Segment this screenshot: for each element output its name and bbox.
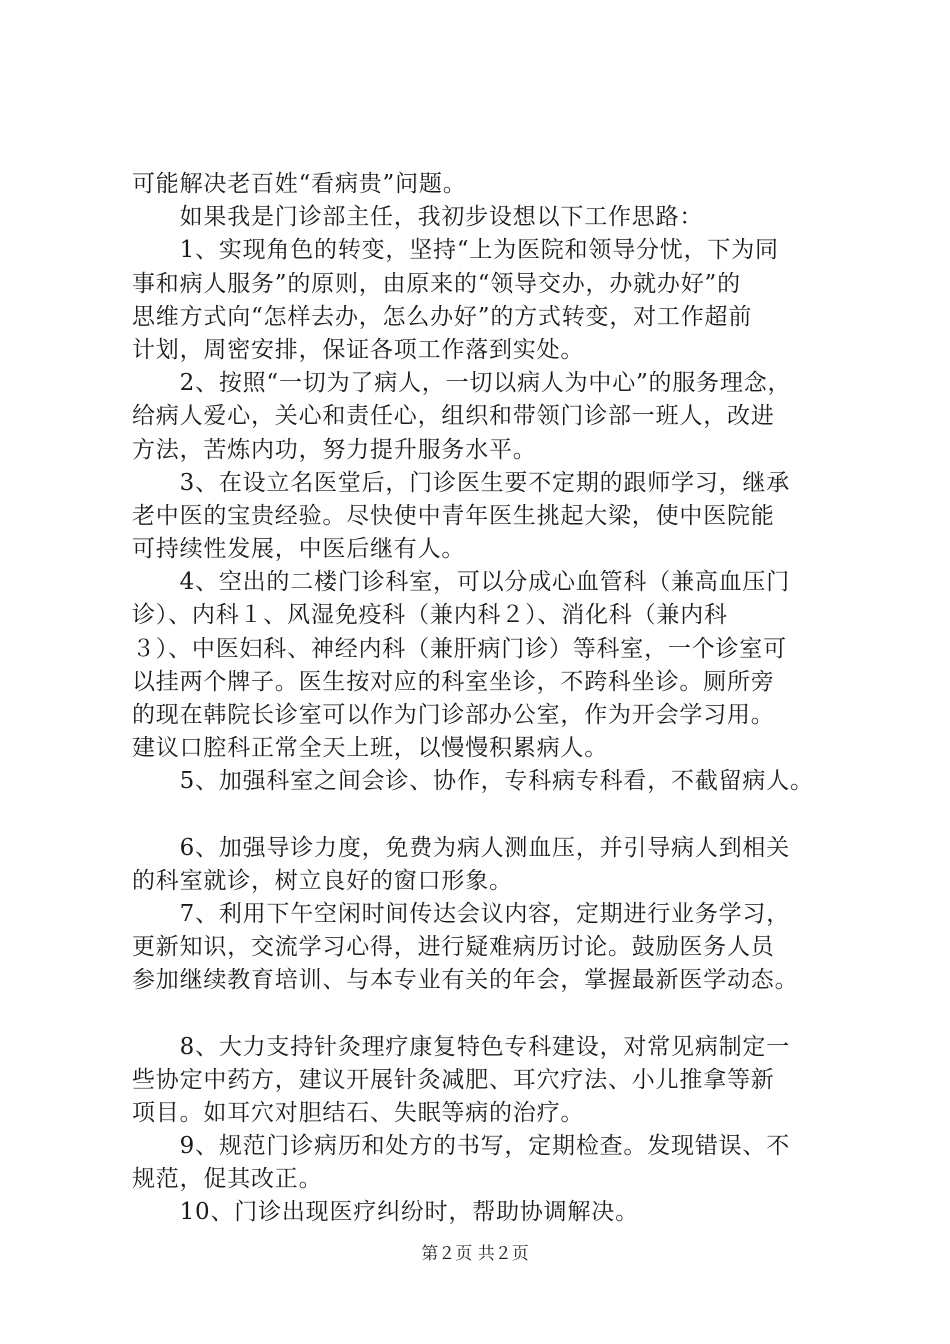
text-line: 8、大力支持针灸理疗康复特色专科建设，对常见病制定一 [132, 1033, 791, 1060]
text-line: 项目。如耳穴对胆结石、失眠等病的治疗。 [132, 1099, 585, 1126]
text-line: 7、利用下午空闲时间传达会议内容，定期进行业务学习， [132, 900, 791, 927]
text-line: 诊）、内科１、风湿免疫科（兼内科２）、消化科（兼内科 [132, 602, 728, 629]
text-line: 5、加强科室之间会诊、协作，专科病专科看，不截留病人。 [132, 768, 814, 795]
text-line: 建议口腔科正常全天上班，以慢慢积累病人。 [132, 735, 608, 762]
blank-line [132, 799, 850, 832]
text-line: 3、在设立名医堂后，门诊医生要不定期的跟师学习，继承 [132, 469, 791, 496]
text-line: 事和病人服务”的原则，由原来的“领导交办，办就办好”的 [132, 270, 741, 297]
text-line: 些协定中药方，建议开展针灸减肥、耳穴疗法、小儿推拿等新 [132, 1066, 775, 1093]
paragraph [132, 201, 850, 234]
paragraph [132, 234, 850, 367]
paragraph [132, 566, 850, 765]
paragraph [132, 832, 850, 898]
text-line: 4、空出的二楼门诊科室，可以分成心血管科（兼高血压门 [132, 569, 791, 596]
text-line: 以挂两个牌子。医生按对应的科室坐诊，不跨科坐诊。厕所旁 [132, 668, 775, 695]
paragraph [132, 1196, 850, 1229]
paragraph [132, 898, 850, 998]
paragraph [132, 168, 850, 201]
text-line: 思维方式向“怎样去办，怎么办好”的方式转变，对工作超前 [132, 303, 753, 330]
text-line: 规范，促其改正。 [132, 1166, 323, 1193]
paragraph [132, 467, 850, 567]
text-line: 可持续性发展，中医后继有人。 [132, 536, 466, 563]
text-line: 的科室就诊，树立良好的窗口形象。 [132, 867, 513, 894]
text-line: 6、加强导诊力度，免费为病人测血压，并引导病人到相关 [132, 834, 791, 861]
page-number-footer: 第２页 共２页 [421, 1244, 529, 1264]
text-line: 9、规范门诊病历和处方的书写，定期检查。发现错误、不 [132, 1133, 791, 1160]
paragraph [132, 765, 850, 798]
text-line: 参加继续教育培训、与本专业有关的年会，掌握最新医学动态。 [132, 967, 799, 994]
text-line: 如果我是门诊部主任，我初步设想以下工作思路： [132, 204, 704, 231]
text-line: 更新知识，交流学习心得，进行疑难病历讨论。鼓励医务人员 [132, 934, 775, 961]
text-line: 计划，周密安排，保证各项工作落到实处。 [132, 336, 585, 363]
paragraph [132, 1031, 850, 1131]
paragraph [132, 367, 850, 467]
text-line: 老中医的宝贵经验。尽快使中青年医生挑起大梁，使中医院能 [132, 502, 775, 529]
text-line: 方法，苦炼内功，努力提升服务水平。 [132, 436, 537, 463]
text-line: 可能解决老百姓“看病贵”问题。 [132, 171, 467, 197]
text-line: ３）、中医妇科、神经内科（兼肝病门诊）等科室，一个诊室可 [132, 635, 787, 662]
text-line: 给病人爱心，关心和责任心，组织和带领门诊部一班人，改进 [132, 403, 775, 430]
text-line: 1、实现角色的转变，坚持“上为医院和领导分忧，下为同 [132, 237, 779, 264]
text-line: 2、按照“一切为了病人，一切以病人为中心”的服务理念， [132, 370, 792, 397]
text-line: 的现在韩院长诊室可以作为门诊部办公室，作为开会学习用。 [132, 702, 775, 728]
document-body [132, 168, 850, 1230]
paragraph [132, 1130, 850, 1196]
text-line: 10、门诊出现医疗纠纷时，帮助协调解决。 [132, 1199, 639, 1226]
blank-line [132, 998, 850, 1031]
